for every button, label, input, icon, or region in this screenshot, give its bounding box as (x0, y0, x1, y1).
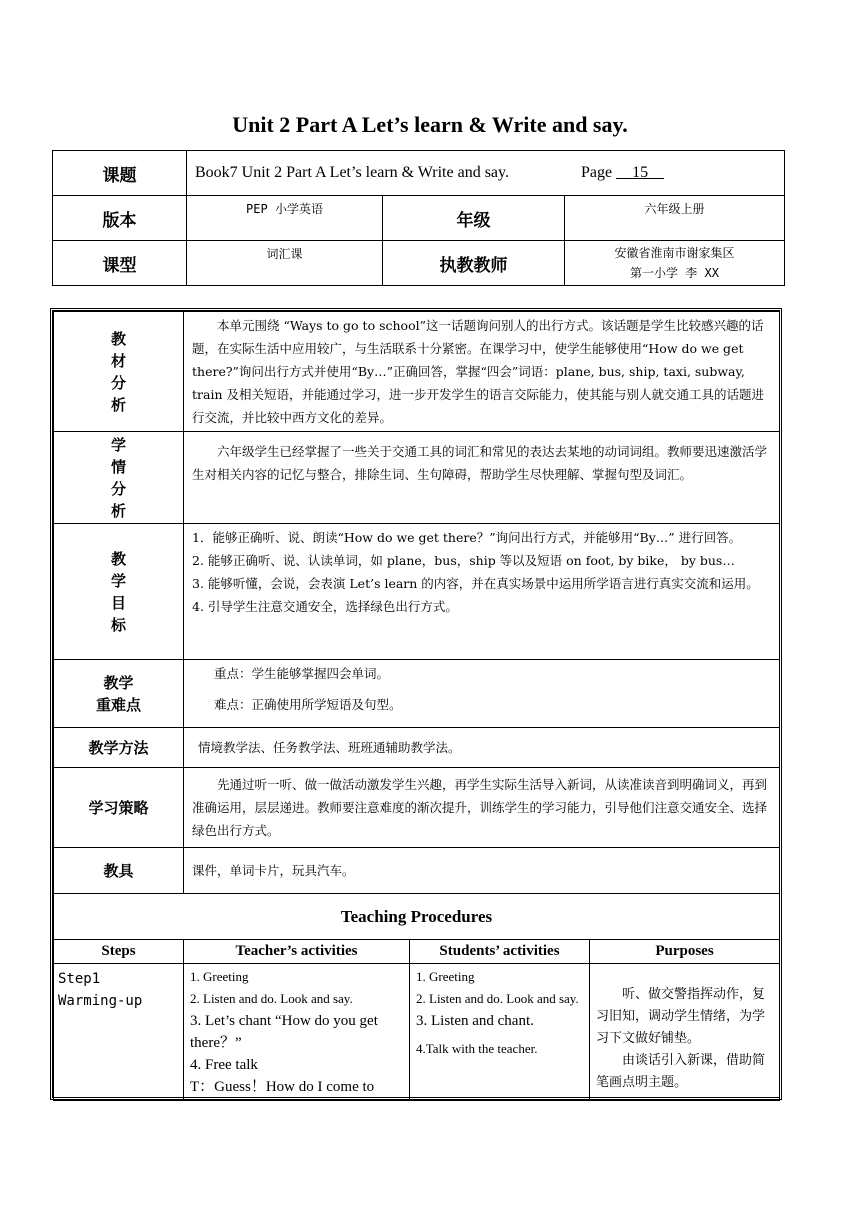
edition-label: 版本 (53, 196, 187, 241)
col-purposes: Purposes (590, 940, 780, 964)
col-students: Students’ activities (410, 940, 590, 964)
procedures-title: Teaching Procedures (54, 894, 780, 940)
student-activities (410, 964, 590, 1101)
purpose-text: 由谈话引入新课，借助简笔画点明主题。 (596, 1053, 766, 1090)
keypoints-text (184, 660, 780, 728)
topic-value: Book7 Unit 2 Part A Let’s learn & Write and say. (195, 164, 509, 181)
tools-text: 课件，单词卡片，玩具汽车。 (184, 848, 780, 894)
lesson-plan-table (53, 311, 780, 1101)
page-value: 15 (632, 164, 649, 181)
grade-label: 年级 (383, 196, 565, 241)
teacher-label: 执教教师 (383, 241, 565, 286)
col-teacher: Teacher’s activities (184, 940, 410, 964)
material-text: 本单元围绕 “Ways to go to school”这一话题询问别人的出行方式。该话题是学生比较感兴趣的话题，在实际生活中应用较广，与生活联系十分紧密。在课学习中，使学生能够使用“How do we get there?”询问出行方式并使用“By…”正确回答，掌握“四会”词语：plane, bus, ship, taxi, subway, train 及相关短语，并能通过学习，进一步开发学生的语言交际能力，使其能与别人就交通工具的话题进行交流，并比较中西方文化的差异。 (184, 312, 780, 432)
student-activity: 2. Listen and do. Look and say. (416, 991, 579, 1006)
teacher-activity: 2. Listen and do. Look and say. (190, 991, 353, 1006)
method-label: 教学方法 (54, 728, 184, 768)
teacher-activity: 3. Let’s chant “How do you get there？” (190, 1013, 378, 1051)
teacher-activity: 1. Greeting (190, 969, 249, 984)
step-cell (54, 964, 184, 1101)
page-label: Page (580, 164, 613, 181)
step-name: Warming-up (58, 993, 143, 1009)
keypoint-difficulty: 难点：正确使用所学短语及句型。 (214, 697, 402, 712)
goals-list (184, 524, 780, 660)
type-value: 词汇课 (187, 241, 383, 286)
grade-value: 六年级上册 (565, 196, 785, 241)
document-title: Unit 2 Part A Let’s learn & Write and say. (232, 112, 628, 137)
edition-value: PEP 小学英语 (187, 196, 383, 241)
teacher-school: 安徽省淮南市谢家集区 (614, 246, 735, 260)
topic-label: 课题 (53, 151, 187, 196)
goal-item: 2. 能够正确听、说、认读单词，如 plane，bus，ship 等以及短语 on foot, by bike， by bus… (192, 553, 735, 568)
students-text: 六年级学生已经掌握了一些关于交通工具的词汇和常见的表达去某地的动词词组。教师要迅速激活学生对相关内容的记忆与整合，排除生词、生句障碍，帮助学生尽快理解、掌握句型及词汇。 (184, 432, 780, 524)
goal-item: 4. 引导学生注意交通安全，选择绿色出行方式。 (192, 599, 458, 614)
teacher-activity: 4. Free talk (190, 1057, 258, 1073)
students-label: 学 情 分 析 (54, 432, 184, 524)
material-label: 教 材 分 析 (54, 312, 184, 432)
col-steps: Steps (54, 940, 184, 964)
type-label: 课型 (53, 241, 187, 286)
goal-item: 3. 能够听懂，会说，会表演 Let’s learn 的内容，并在真实场景中运用所学语言进行真实交流和运用。 (192, 576, 759, 591)
purposes-cell (590, 964, 780, 1101)
tools-label: 教具 (54, 848, 184, 894)
purpose-text: 听、做交警指挥动作，复习旧知，调动学生情绪，为学习下文做好铺垫。 (596, 987, 766, 1046)
header-table (52, 150, 785, 286)
teacher-activity: T：Guess！How do I come to (190, 1079, 375, 1095)
student-activity: 3. Listen and chant. (416, 1013, 534, 1029)
student-activity: 1. Greeting (416, 969, 475, 984)
lesson-plan-box (50, 308, 782, 1100)
goal-item: 1．能够正确听、说、朗读“How do we get there？”询问出行方式，并能够用“By…” 进行回答。 (192, 530, 742, 545)
student-activity: 4.Talk with the teacher. (416, 1041, 538, 1056)
goals-label: 教 学 目 标 (54, 524, 184, 660)
teacher-value (565, 241, 785, 286)
strategy-label: 学习策略 (54, 768, 184, 848)
keypoints-label: 教学 重难点 (54, 660, 184, 728)
topic-cell (187, 151, 785, 196)
teacher-name: 第一小学 李 XX (630, 266, 719, 280)
method-text: 情境教学法、任务教学法、班班通辅助教学法。 (184, 728, 780, 768)
teacher-activities (184, 964, 410, 1101)
strategy-text: 先通过听一听、做一做活动激发学生兴趣，再学生实际生活导入新词，从读准读音到明确词义，再到准确运用，层层递进。教师要注意难度的渐次提升，训练学生的学习能力，引导他们注意交通安全、选择绿色出行方式。 (184, 768, 780, 848)
step-number: Step1 (58, 971, 101, 987)
keypoint-focus: 重点：学生能够掌握四会单词。 (214, 666, 390, 681)
